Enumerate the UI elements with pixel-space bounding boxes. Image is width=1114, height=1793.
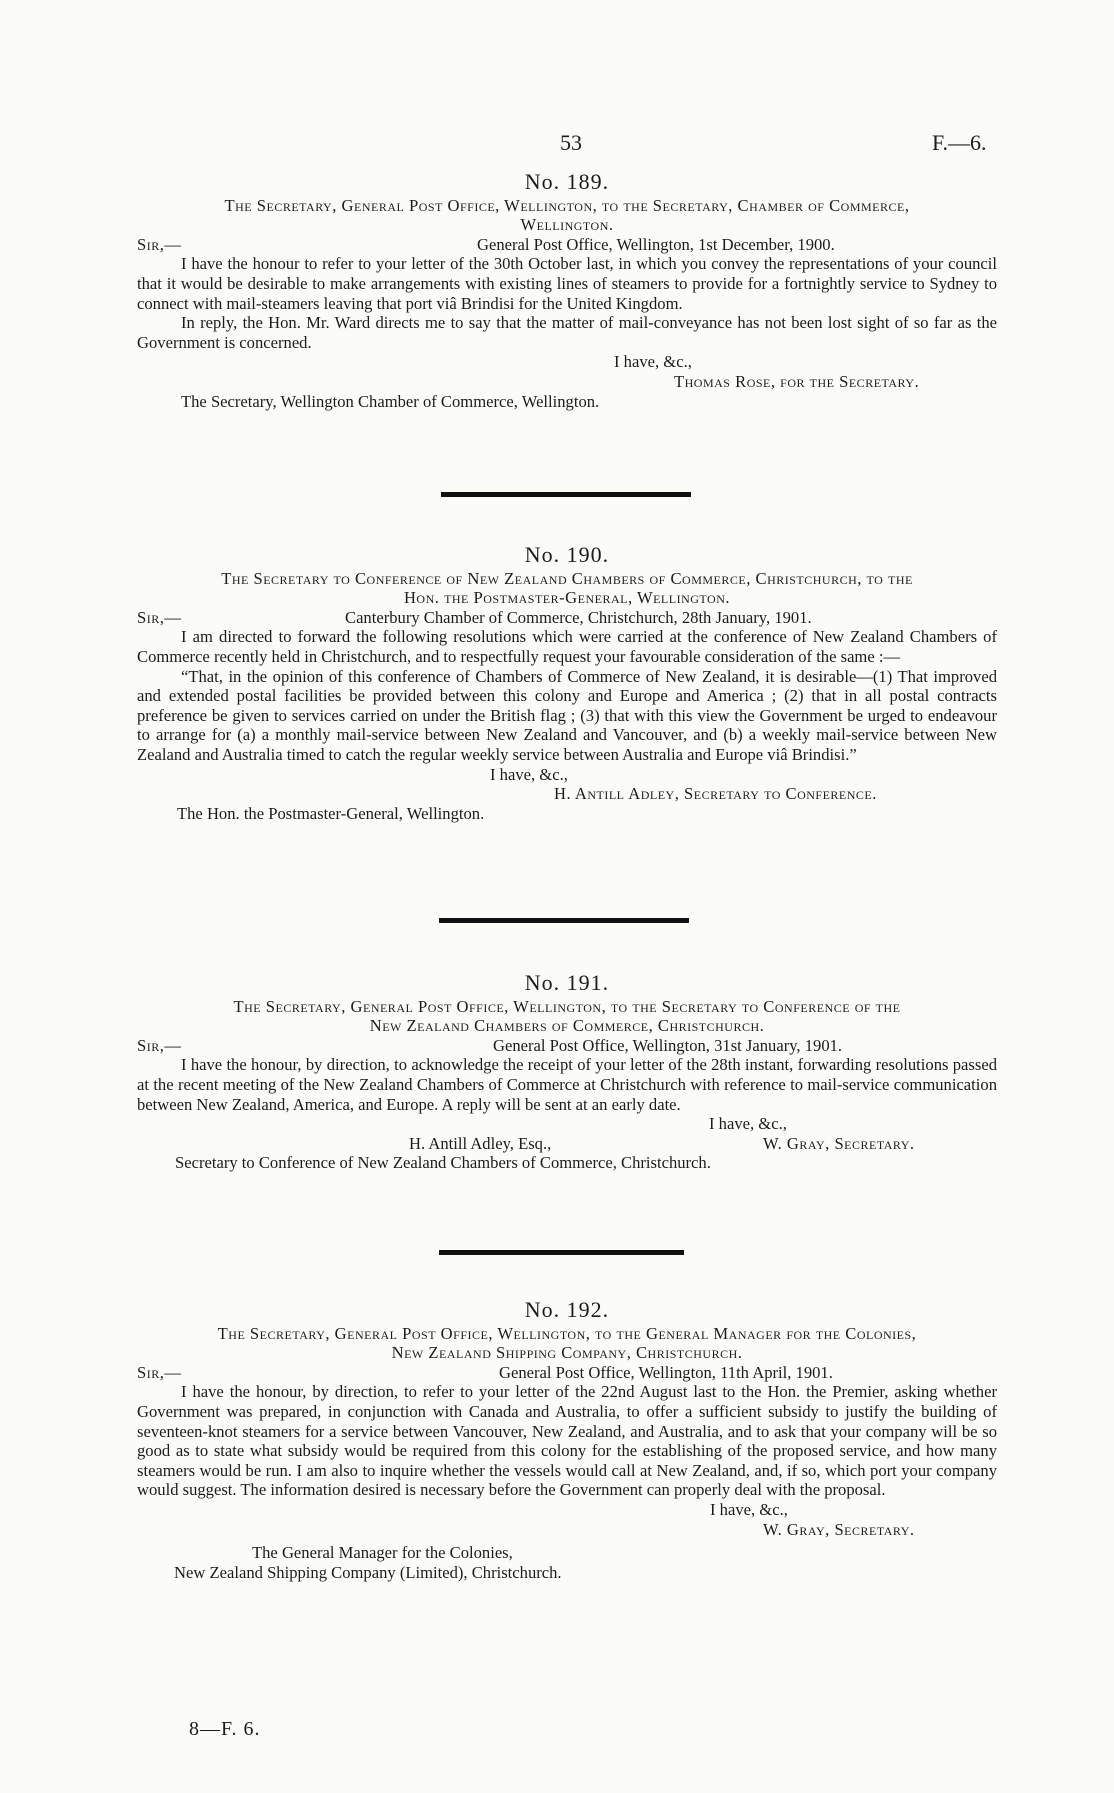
salutation-row <box>137 608 997 628</box>
addressee-line-1: The General Manager for the Colonies, <box>252 1543 513 1563</box>
document-reference: F.—6. <box>932 130 987 155</box>
closing: I have, &c., <box>490 764 568 784</box>
sender-address-date: General Post Office, Wellington, 1st December, 1900. <box>477 234 835 254</box>
sender-address-date: General Post Office, Wellington, 31st January, 1901. <box>493 1035 843 1055</box>
section-divider <box>441 492 691 497</box>
sender-address-date: General Post Office, Wellington, 11th April, 1901. <box>499 1362 833 1382</box>
page-header <box>0 130 1114 160</box>
signature-row <box>137 1520 997 1540</box>
addressee-row <box>137 1563 997 1583</box>
letter-192 <box>137 1297 997 1582</box>
letter-heading-line-2: Wellington. <box>520 215 614 235</box>
letter-number: No. 190. <box>524 542 610 567</box>
addressee-row <box>137 392 997 412</box>
letter-heading-line-2: Hon. the Postmaster-General, Wellington. <box>403 588 731 608</box>
letter-paragraph: I have the honour, by direction, to refer to your letter of the 22nd August last to the Hon. the Premier, asking whether Government was prepared, in conjunction with Canada and Australia, to offer a sufficient subsidy to justify the building of seventeen-knot steamers for a service between Vancouver, New Zealand, and Australia, and to ask that your company will be so good as to state what subsidy would be required from this colony for the establishing of the proposed service, and how many steamers would be run. I am also to inquire whether the vessels would call at New Zealand, and, if so, which port your company would suggest. The information desired is necessary before the Government can properly deal with the proposal. <box>137 1382 997 1500</box>
closing-row <box>137 1114 997 1134</box>
salutation: Sir,— <box>137 1035 182 1055</box>
resolution-quote: “That, in the opinion of this conference of Chambers of Commerce of New Zealand, it is desirable—(1) That improved and extended postal facilities be provided between this colony and Europe and America ; (2) that in all postal contracts preference be given to services carried on under the British flag ; (3) that with this view the Government be urged to endeavour to arrange for (a) a monthly mail-service between New Zealand and Vancouver, and (b) a weekly mail-service between New Zealand and Australia timed to catch the regular weekly service between Australia and Europe viâ Brindisi.” <box>137 666 997 764</box>
letter-number: No. 191. <box>524 970 610 995</box>
letter-heading-line-2: New Zealand Shipping Company, Christchurch. <box>391 1343 743 1363</box>
salutation-row <box>137 1363 997 1383</box>
closing-row <box>137 352 997 372</box>
salutation: Sir,— <box>137 607 182 627</box>
closing: I have, &c., <box>614 352 692 372</box>
letter-heading-line-1: The Secretary to Conference of New Zealand Chambers of Commerce, Christchurch, to the <box>221 568 913 588</box>
letter-heading-line-1: The Secretary, General Post Office, Wellington, to the Secretary, Chamber of Commerce, <box>224 195 910 215</box>
addressee: The Secretary, Wellington Chamber of Commerce, Wellington. <box>181 391 600 411</box>
signature: Thomas Rose, for the Secretary. <box>674 371 920 391</box>
signature-row <box>137 784 997 804</box>
closing-row <box>137 1500 997 1520</box>
salutation-row <box>137 1036 997 1056</box>
section-divider <box>439 918 689 923</box>
signature-row <box>137 372 997 392</box>
letter-paragraph: I have the honour to refer to your letter of the 30th October last, in which you convey the representations of your council that it would be desirable to make arrangements with existing lines of steamers to provide for a fortnightly service to Sydney to connect with mail-steamers leaving that port viâ Brindisi for the United Kingdom. <box>137 254 997 313</box>
closing-row <box>137 765 997 785</box>
letter-paragraph: I am directed to forward the following resolutions which were carried at the conference of New Zealand Chambers of Commerce recently held in Christchurch, and to respectfully request your favourable consideration of the same :— <box>137 627 997 666</box>
letter-paragraph: I have the honour, by direction, to acknowledge the receipt of your letter of the 28th instant, forwarding resolutions passed at the recent meeting of the New Zealand Chambers of Commerce at Christchurch with reference to mail-service communication between New Zealand, America, and Europe. A reply will be sent at an early date. <box>137 1055 997 1114</box>
page-number: 53 <box>560 130 582 155</box>
letter-190 <box>137 542 997 823</box>
letter-heading-line-1: The Secretary, General Post Office, Wellington, to the Secretary to Conference of the <box>233 996 901 1016</box>
letter-paragraph: In reply, the Hon. Mr. Ward directs me to say that the matter of mail-conveyance has not been lost sight of so far as the Government is concerned. <box>137 313 997 352</box>
salutation: Sir,— <box>137 234 182 254</box>
addressee-row <box>137 1153 997 1173</box>
signature: W. Gray, Secretary. <box>763 1133 915 1153</box>
signature-row <box>137 1134 997 1154</box>
signature: H. Antill Adley, Secretary to Conference. <box>554 784 877 804</box>
addressee-row <box>137 1543 997 1563</box>
signature: W. Gray, Secretary. <box>763 1519 915 1539</box>
closing: I have, &c., <box>709 1114 787 1134</box>
section-divider <box>439 1250 684 1255</box>
salutation: Sir,— <box>137 1362 182 1382</box>
addressee: The Hon. the Postmaster-General, Wellington. <box>177 803 485 823</box>
letter-heading-line-1: The Secretary, General Post Office, Wellington, to the General Manager for the Colonies, <box>217 1323 917 1343</box>
letter-heading-line-2: New Zealand Chambers of Commerce, Christchurch. <box>369 1016 765 1036</box>
addressee-row <box>137 804 997 824</box>
addressee-line-2: New Zealand Shipping Company (Limited), Christchurch. <box>174 1562 562 1582</box>
letter-number: No. 192. <box>524 1297 610 1322</box>
signature-mark: 8—F. 6. <box>189 1718 261 1740</box>
salutation-row <box>137 235 997 255</box>
closing: I have, &c., <box>710 1499 788 1519</box>
addressee: Secretary to Conference of New Zealand Chambers of Commerce, Christchurch. <box>175 1153 711 1173</box>
letter-191 <box>137 970 997 1173</box>
letter-189 <box>137 169 997 411</box>
sender-address-date: Canterbury Chamber of Commerce, Christchurch, 28th January, 1901. <box>345 607 812 627</box>
letter-number: No. 189. <box>524 169 610 194</box>
addressee-name: H. Antill Adley, Esq., <box>409 1133 552 1153</box>
